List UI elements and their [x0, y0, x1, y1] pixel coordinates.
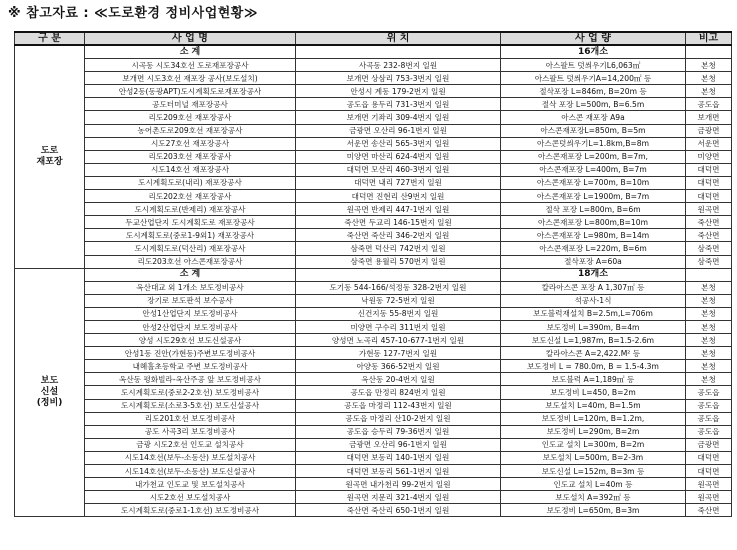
subtotal-count: 18개소: [501, 268, 686, 281]
note-cell: 보개면: [686, 111, 732, 124]
header-category: 구 분: [15, 32, 85, 45]
quantity-cell: 보도설치 L=40m, B=1.5m: [501, 399, 686, 412]
project-name-cell: 내가천교 인도교 및 보도설치공사: [85, 478, 296, 491]
location-cell: 죽산면 두교리 146-15번지 일원: [296, 216, 501, 229]
project-name-cell: 도시계획도로(내리) 재포장공사: [85, 176, 296, 189]
category-cell: [15, 268, 85, 517]
location-cell: 대덕면 모산리 460-3번지 일원: [296, 163, 501, 176]
note-cell: 삼죽면: [686, 242, 732, 255]
table-row: [15, 386, 732, 399]
table-row: [15, 320, 732, 333]
project-name-cell: 옥산동 평화빌라-옥산주공 앞 보도정비공사: [85, 373, 296, 386]
table-row: [15, 491, 732, 504]
table-row: [15, 504, 732, 517]
location-cell: 낙원동 72-5번지 일원: [296, 294, 501, 307]
table-row: [15, 150, 732, 163]
note-cell: 원곡면: [686, 478, 732, 491]
table-row: [15, 281, 732, 294]
project-name-cell: 금광 시도2호선 인도교 설치공사: [85, 438, 296, 451]
project-name-cell: 도시계획도로(반제리) 재포장공사: [85, 203, 296, 216]
table-row: [15, 373, 732, 386]
note-cell: 본청: [686, 294, 732, 307]
table-row: [15, 438, 732, 451]
table-row: [15, 203, 732, 216]
quantity-cell: 보도신설 L=152m, B=3m 등: [501, 465, 686, 478]
location-cell: 신건지동 55-8번지 일원: [296, 307, 501, 320]
quantity-cell: 보도설치 L=500m, B=2-3m: [501, 451, 686, 464]
quantity-cell: 아스콘재포장 L=400m, B=7m: [501, 163, 686, 176]
table-row: [15, 190, 732, 203]
quantity-cell: 인도교 설치 L=40m 등: [501, 478, 686, 491]
table-row: [15, 216, 732, 229]
quantity-cell: 칼라아스콘 포장 A 1,307㎡ 등: [501, 281, 686, 294]
category-label: 재포장: [36, 156, 63, 167]
table-row: [15, 98, 732, 111]
location-cell: 대덕면 진현리 산9번지 일원: [296, 190, 501, 203]
quantity-cell: 아스콘재포장L=850m, B=5m: [501, 124, 686, 137]
project-name-cell: 리도209호선 재포장공사: [85, 111, 296, 124]
location-cell: 서운면 송산리 565-3번지 일원: [296, 137, 501, 150]
note-cell: 본청: [686, 85, 732, 98]
location-cell: 대덕면 보동리 561-1번지 일원: [296, 465, 501, 478]
quantity-cell: 보도설치 A=392㎡ 등: [501, 491, 686, 504]
project-name-cell: 공도터미널 재포장공사: [85, 98, 296, 111]
header-note: 비고: [686, 32, 732, 45]
subtotal-row: [15, 268, 732, 281]
project-name-cell: 시도14호선(보두-소동산) 보도신설공사: [85, 465, 296, 478]
note-cell: 죽산면: [686, 229, 732, 242]
quantity-cell: 칼라아스콘 A=2,422.M² 등: [501, 347, 686, 360]
project-name-cell: 도시계획도로(소로3-5호선) 보도신설공사: [85, 399, 296, 412]
note-cell: 본청: [686, 347, 732, 360]
table-row: [15, 137, 732, 150]
table-row: [15, 242, 732, 255]
header-quantity: 사 업 량: [501, 32, 686, 45]
location-cell: 양성면 노곡리 457-10-677-1번지 일원: [296, 334, 501, 347]
note-cell: 공도읍: [686, 399, 732, 412]
category-label: 신설: [40, 386, 59, 397]
quantity-cell: 아스콘재포장 L=800m,B=10m: [501, 216, 686, 229]
location-cell: 공도읍 마정리 112-43번지 일원: [296, 399, 501, 412]
quantity-cell: 보도정비 L=290m, B=2m: [501, 425, 686, 438]
table-row: [15, 334, 732, 347]
table-row: [15, 163, 732, 176]
category-label: 도로: [40, 145, 59, 156]
project-name-cell: 내혜홀초등학교 주변 보도정비공사: [85, 360, 296, 373]
note-cell: 본청: [686, 72, 732, 85]
note-cell: 공도읍: [686, 98, 732, 111]
location-cell: 공도읍 승두리 79-36번지 일원: [296, 425, 501, 438]
location-cell: 도기동 544-166/석정동 328-2번지 일원: [296, 281, 501, 294]
subtotal-count: 16개소: [501, 45, 686, 59]
quantity-cell: 절삭포장 L=846m, B=20m 등: [501, 85, 686, 98]
note-cell: 본청: [686, 281, 732, 294]
note-cell: 금광면: [686, 124, 732, 137]
project-name-cell: 리도201호선 보도정비공사: [85, 412, 296, 425]
quantity-cell: 보도정비 L=120m, B=1.2m,: [501, 412, 686, 425]
quantity-cell: 아스콘 재포장 A9a: [501, 111, 686, 124]
quantity-cell: 아스콘재포장 L=980m, B=14m: [501, 229, 686, 242]
subtotal-empty-cell: [686, 45, 732, 59]
location-cell: 원곡면 반제리 447-1번지 일원: [296, 203, 501, 216]
project-name-cell: 도시계획도로(중로1-1호선) 보도정비공사: [85, 504, 296, 517]
project-name-cell: 두교산업단지 도시계획도로 재포장공사: [85, 216, 296, 229]
project-name-cell: 시도14호선 재포장공사: [85, 163, 296, 176]
project-name-cell: 안성1동 진안(가현동)주변보도정비공사: [85, 347, 296, 360]
note-cell: 공도읍: [686, 412, 732, 425]
quantity-cell: 보도정비 L=650m, B=3m: [501, 504, 686, 517]
quantity-cell: 보도정비 L=390m, B=4m: [501, 320, 686, 333]
table-row: [15, 478, 732, 491]
note-cell: 대덕면: [686, 190, 732, 203]
table-row: [15, 399, 732, 412]
project-name-cell: 옥산대교 외 1개소 보도정비공사: [85, 281, 296, 294]
table-row: [15, 229, 732, 242]
project-name-cell: 시도2호선 보도설치공사: [85, 491, 296, 504]
note-cell: 대덕면: [686, 163, 732, 176]
table-row: [15, 347, 732, 360]
note-cell: 본청: [686, 373, 732, 386]
note-cell: 원곡면: [686, 203, 732, 216]
project-name-cell: 농어촌도로209호선 재포장공사: [85, 124, 296, 137]
location-cell: 금광면 오산리 96-1번지 일원: [296, 438, 501, 451]
table-row: [15, 451, 732, 464]
category-cell: [15, 45, 85, 268]
note-cell: 원곡면: [686, 491, 732, 504]
quantity-cell: 보도블럭 A=1,189㎡ 등: [501, 373, 686, 386]
project-name-cell: 리도202호선 재포장공사: [85, 190, 296, 203]
table-row: [15, 59, 732, 72]
project-name-cell: 도시계획도로(중로1-9외1) 재포장공사: [85, 229, 296, 242]
project-name-cell: 리도203호선 아스콘재포장공사: [85, 255, 296, 268]
category-label: 보도: [40, 375, 59, 386]
table-row: [15, 360, 732, 373]
subtotal-empty-cell: [686, 268, 732, 281]
table-row: [15, 307, 732, 320]
quantity-cell: 보도신설 L=1,987m, B=1.5-2.6m: [501, 334, 686, 347]
project-name-cell: 보개면 시도3호선 재포장 공사(보도설치): [85, 72, 296, 85]
subtotal-empty-cell: [296, 45, 501, 59]
subtotal-row: [15, 45, 732, 59]
subtotal-label: 소 계: [85, 268, 296, 281]
project-name-cell: 안성1산업단지 보도정비공사: [85, 307, 296, 320]
table-row: [15, 294, 732, 307]
location-cell: 미양면 마산리 624-4번지 일원: [296, 150, 501, 163]
location-cell: 보개면 상삼리 753-3번지 일원: [296, 72, 501, 85]
quantity-cell: 아스콘재포장 L=200m, B=7m,: [501, 150, 686, 163]
note-cell: 공도읍: [686, 386, 732, 399]
location-cell: 미양면 구수리 311번지 일원: [296, 320, 501, 333]
note-cell: 대덕면: [686, 176, 732, 189]
note-cell: 대덕면: [686, 451, 732, 464]
quantity-cell: 절삭포장 A=60a: [501, 255, 686, 268]
location-cell: 삼죽면 용월리 570번지 일원: [296, 255, 501, 268]
quantity-cell: 아스콘재포장 L=700m, B=10m: [501, 176, 686, 189]
location-cell: 대덕면 내리 727번지 일원: [296, 176, 501, 189]
note-cell: 미양면: [686, 150, 732, 163]
location-cell: 옥산동 20-4번지 일원: [296, 373, 501, 386]
note-cell: 본청: [686, 360, 732, 373]
note-cell: 공도읍: [686, 425, 732, 438]
location-cell: 죽산면 죽산리 346-2번지 일원: [296, 229, 501, 242]
project-name-cell: 공도 사곡3리 보도정비공사: [85, 425, 296, 438]
project-status-table: [14, 31, 732, 517]
quantity-cell: 석공사-1식: [501, 294, 686, 307]
project-name-cell: 도시계획도로(중로2-2호선) 보도정비공사: [85, 386, 296, 399]
location-cell: 금광면 오산리 96-1번지 일원: [296, 124, 501, 137]
page-title: ※ 참고자료 : ≪도로환경 정비사업현황≫: [8, 6, 258, 21]
location-cell: 안성시 계동 179-2번지 일원: [296, 85, 501, 98]
note-cell: 금광면: [686, 438, 732, 451]
note-cell: 본청: [686, 59, 732, 72]
table-header-row: [15, 32, 732, 45]
header-location: 위 치: [296, 32, 501, 45]
table-row: [15, 255, 732, 268]
location-cell: 공도읍 만정리 824번지 일원: [296, 386, 501, 399]
quantity-cell: 보도블럭재설치 B=2.5m,L=706m: [501, 307, 686, 320]
project-name-cell: 양성 시도29호선 보도신설공사: [85, 334, 296, 347]
note-cell: 삼죽면: [686, 255, 732, 268]
project-name-cell: 도시계획도로(덕산리) 재포장공사: [85, 242, 296, 255]
table-row: [15, 425, 732, 438]
table-row: [15, 111, 732, 124]
quantity-cell: 보도정비 L=450, B=2m: [501, 386, 686, 399]
quantity-cell: 아스콘덧씌우기L=1.8km,B=8m: [501, 137, 686, 150]
location-cell: 죽산면 죽산리 650-1번지 일원: [296, 504, 501, 517]
location-cell: 아양동 366-52번지 일원: [296, 360, 501, 373]
quantity-cell: 아스팔트 덧씌우기L6,063㎡: [501, 59, 686, 72]
table-row: [15, 465, 732, 478]
header-project-name: 사 업 명: [85, 32, 296, 45]
quantity-cell: 보도정비 L = 780.0m, B = 1.5-4.3m: [501, 360, 686, 373]
location-cell: 사곡동 232-8번지 일원: [296, 59, 501, 72]
location-cell: 원곡면 내가천리 99-2번지 일원: [296, 478, 501, 491]
quantity-cell: 인도교 설치 L=300m, B=2m: [501, 438, 686, 451]
location-cell: 삼죽면 덕산리 742번지 일원: [296, 242, 501, 255]
category-label: (정비): [36, 397, 63, 408]
note-cell: 대덕면: [686, 465, 732, 478]
table-row: [15, 85, 732, 98]
location-cell: 대덕면 보동리 140-1번지 일원: [296, 451, 501, 464]
quantity-cell: 절삭 포장 L=500m, B=6.5m: [501, 98, 686, 111]
note-cell: 본청: [686, 320, 732, 333]
project-name-cell: 리도203호선 재포장공사: [85, 150, 296, 163]
quantity-cell: 아스콘재포장 L=1900m, B=7m: [501, 190, 686, 203]
table-row: [15, 72, 732, 85]
location-cell: 공도읍 용두리 731-3번지 일원: [296, 98, 501, 111]
quantity-cell: 아스콘재포장 L=220m, B=6m: [501, 242, 686, 255]
quantity-cell: 아스팔트 덧씌우기A=14,200㎡ 등: [501, 72, 686, 85]
note-cell: 죽산면: [686, 216, 732, 229]
location-cell: 공도읍 마정리 산10-2번지 일원: [296, 412, 501, 425]
subtotal-label: 소 계: [85, 45, 296, 59]
quantity-cell: 절삭 포장 L=800m, B=6m: [501, 203, 686, 216]
table-row: [15, 124, 732, 137]
note-cell: 죽산면: [686, 504, 732, 517]
table-row: [15, 176, 732, 189]
location-cell: 원곡면 지문리 321-4번지 일원: [296, 491, 501, 504]
project-name-cell: 시곡동 시도34호선 도로재포장공사: [85, 59, 296, 72]
note-cell: 본청: [686, 307, 732, 320]
project-name-cell: 안성2동(동광APT)도시계획도로재포장공사: [85, 85, 296, 98]
project-name-cell: 시도14호선(보두-소동산) 보도설치공사: [85, 451, 296, 464]
table-row: [15, 412, 732, 425]
note-cell: 서운면: [686, 137, 732, 150]
project-name-cell: 시도27호선 재포장공사: [85, 137, 296, 150]
project-name-cell: 안성2산업단지 보도정비공사: [85, 320, 296, 333]
subtotal-empty-cell: [296, 268, 501, 281]
project-name-cell: 장기로 보도판석 보수공사: [85, 294, 296, 307]
note-cell: 본청: [686, 334, 732, 347]
location-cell: 보개면 기좌리 309-4번지 일원: [296, 111, 501, 124]
location-cell: 가현동 127-7번지 일원: [296, 347, 501, 360]
